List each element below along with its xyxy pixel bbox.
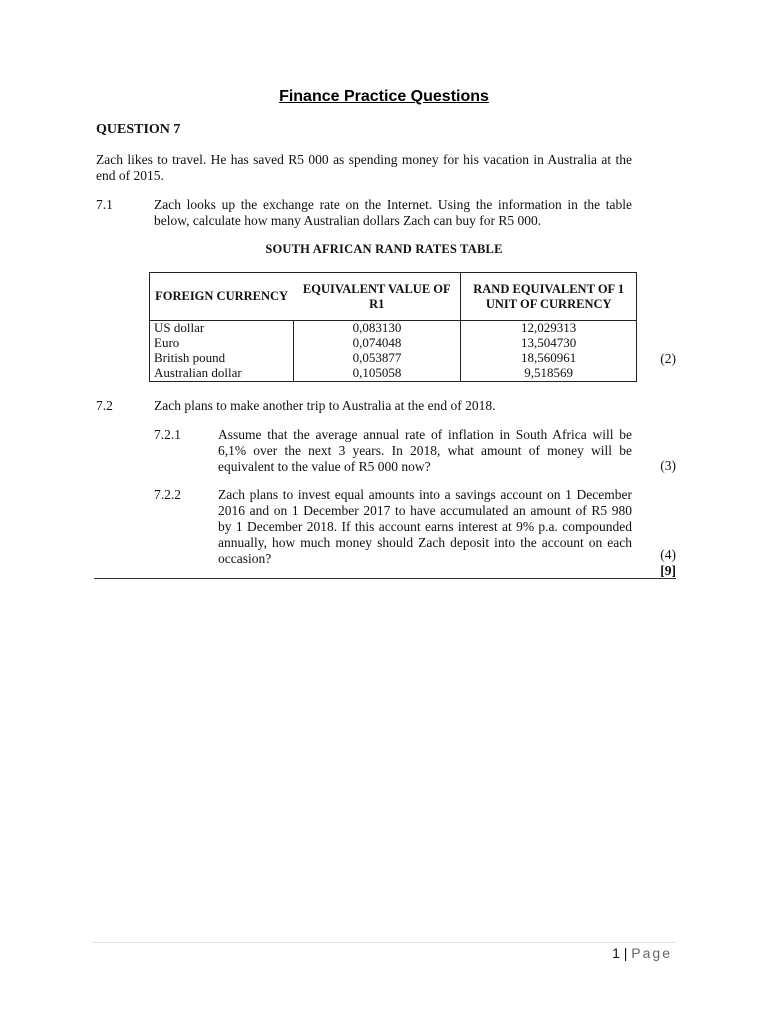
question-7-2-1-mark: (3) xyxy=(660,458,676,473)
rand-equivalent: 18,560961 xyxy=(461,351,637,366)
question-7-2-number: 7.2 xyxy=(96,398,113,413)
header-equivalent-value: EQUIVALENT VALUE OF R1 xyxy=(293,273,461,321)
value-of-r1: 0,074048 xyxy=(293,336,461,351)
currency-name: Euro xyxy=(150,336,294,351)
question-intro: Zach likes to travel. He has saved R5 000 as spending money for his vacation in Australia at the end of 2015. xyxy=(96,152,632,183)
value-of-r1: 0,053877 xyxy=(293,351,461,366)
page-title: Finance Practice Questions xyxy=(279,88,489,105)
footer-divider xyxy=(92,942,676,943)
question-7-2-2-text: Zach plans to invest equal amounts into a savings account on 1 December 2016 and on 1 December 2017 to have accumulated an amount of R5 980 by 1 December 2018. If this account earns interest at 9% p.a. compounded annually, how much money should Zach deposit into the account on each occasion? xyxy=(218,487,632,566)
currency-name: US dollar xyxy=(150,321,294,337)
rand-equivalent: 12,029313 xyxy=(461,321,637,337)
question-7-1-text: Zach looks up the exchange rate on the Internet. Using the information in the table below, calculate how many Australian dollars Zach can buy for R5 000. xyxy=(154,197,632,228)
rand-rates-table xyxy=(149,272,637,382)
header-foreign-currency: FOREIGN CURRENCY xyxy=(150,273,294,321)
value-of-r1: 0,105058 xyxy=(293,366,461,382)
rand-equivalent: 9,518569 xyxy=(461,366,637,382)
section-divider xyxy=(94,578,676,579)
currency-name: British pound xyxy=(150,351,294,366)
question-total-mark: [9] xyxy=(660,563,676,578)
currency-name: Australian dollar xyxy=(150,366,294,382)
rand-equivalent: 13,504730 xyxy=(461,336,637,351)
page-number: 1 xyxy=(612,945,620,961)
table-row xyxy=(150,351,637,366)
page-separator: | xyxy=(623,945,628,961)
table-row xyxy=(150,336,637,351)
question-7-1-number: 7.1 xyxy=(96,197,113,212)
table-row xyxy=(150,366,637,382)
question-7-2-2-number: 7.2.2 xyxy=(154,487,181,502)
page-label: Page xyxy=(631,945,672,961)
question-7-1-mark: (2) xyxy=(660,351,676,366)
question-heading: QUESTION 7 xyxy=(96,122,181,137)
question-7-2-text: Zach plans to make another trip to Australia at the end of 2018. xyxy=(154,398,496,413)
question-7-2-1-text: Assume that the average annual rate of inflation in South Africa will be 6,1% over the next 3 years. In 2018, what amount of money will be equivalent to the value of R5 000 now? xyxy=(218,427,632,474)
value-of-r1: 0,083130 xyxy=(293,321,461,337)
header-rand-equivalent: RAND EQUIVALENT OF 1 UNIT OF CURRENCY xyxy=(461,273,637,321)
rates-table-title: SOUTH AFRICAN RAND RATES TABLE xyxy=(265,242,503,256)
rates-table-header-row xyxy=(150,273,637,321)
page-footer xyxy=(600,945,672,961)
table-row xyxy=(150,321,637,337)
question-7-2-2-mark: (4) xyxy=(660,547,676,562)
question-7-2-1-number: 7.2.1 xyxy=(154,427,181,442)
